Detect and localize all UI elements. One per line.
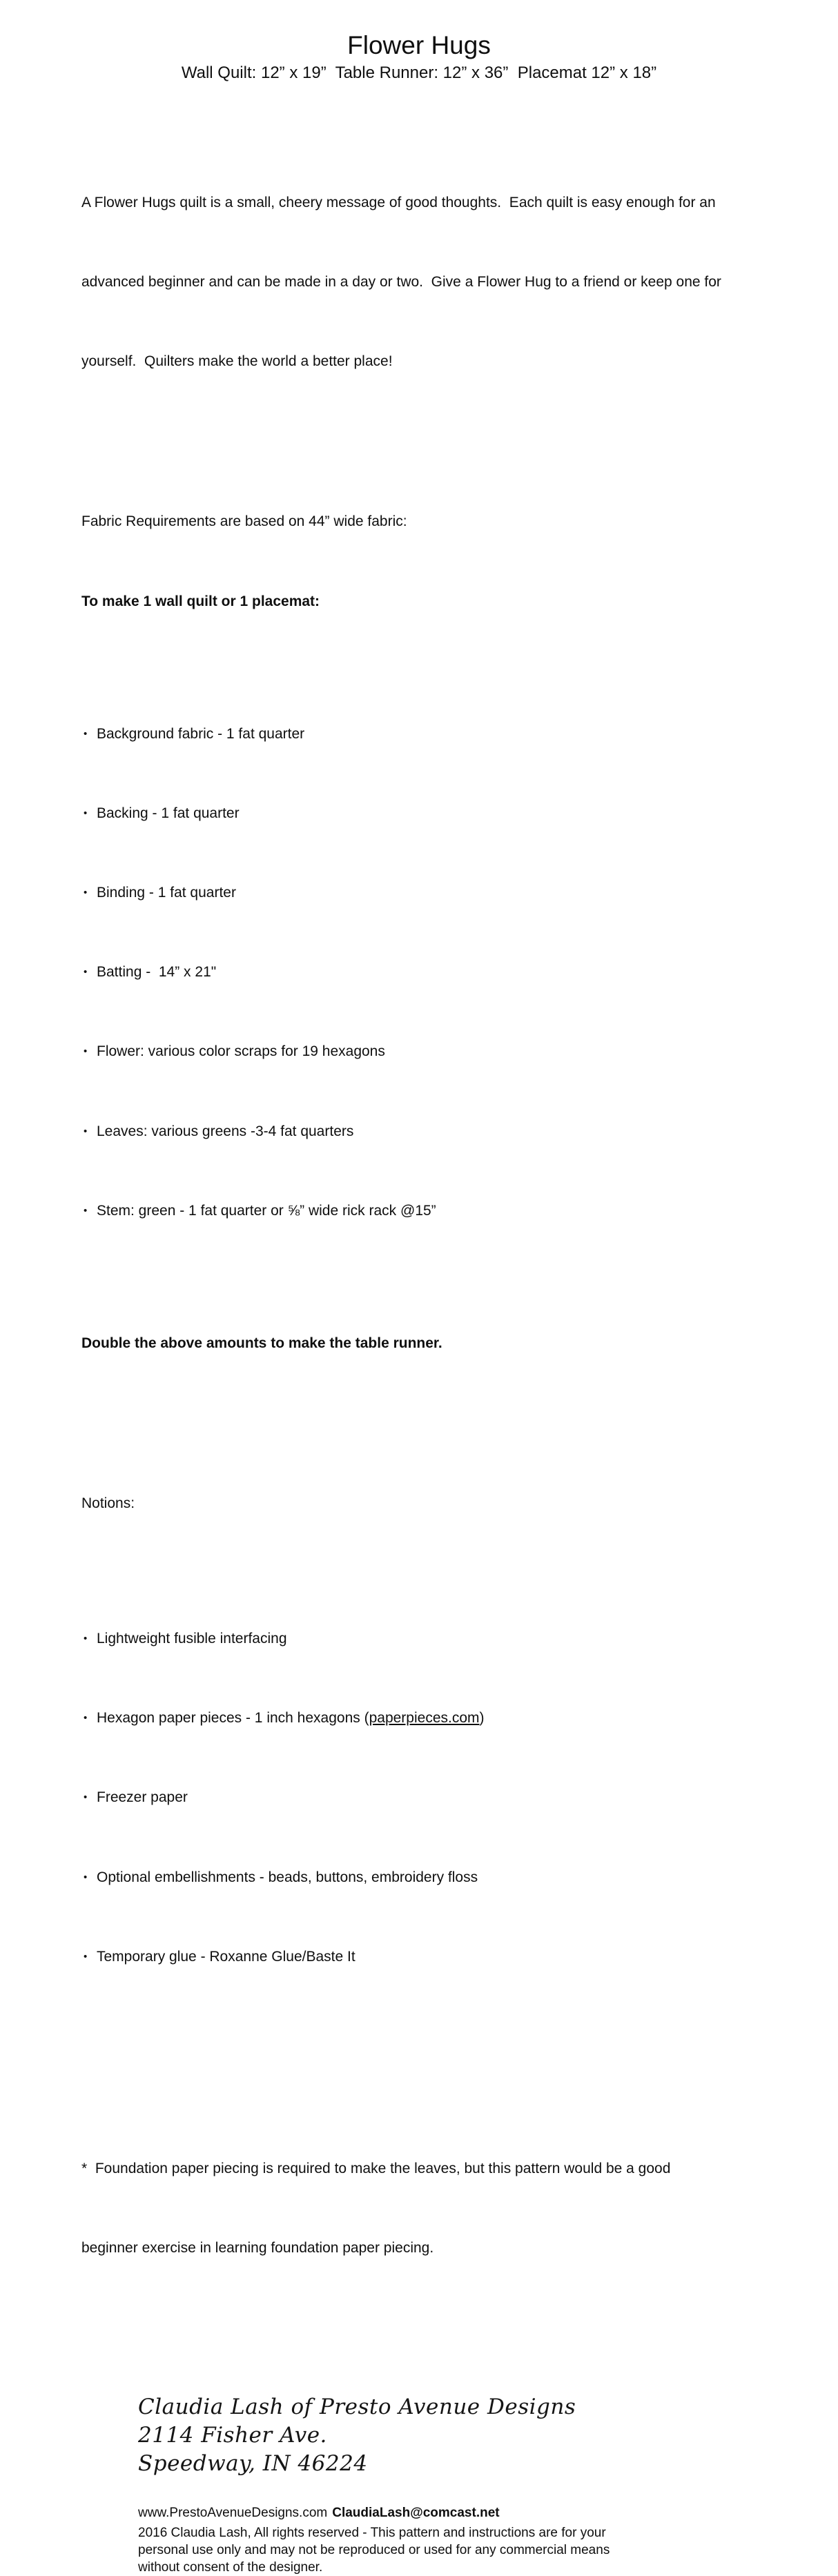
table-runner-note: Double the above amounts to make the table runner. xyxy=(81,1335,442,1351)
website-text: www.PrestoAvenueDesigns.com xyxy=(138,2506,328,2521)
list-item-binding: • Binding - 1 fat quarter xyxy=(81,880,786,906)
intro-paragraph xyxy=(81,137,786,428)
foundation-piecing-footnote xyxy=(81,2103,786,2314)
fabric-list xyxy=(81,668,786,1277)
notions-heading: Notions: xyxy=(81,1495,135,1511)
page-title: Flower Hugs xyxy=(347,31,491,59)
fabric-requirements-heading: To make 1 wall quilt or 1 placemat: xyxy=(81,593,320,609)
list-item-leaves: • Leaves: various greens -3-4 fat quarters xyxy=(81,1119,786,1145)
list-item-glue: • Temporary glue - Roxanne Glue/Baste It xyxy=(81,1944,786,1970)
list-item-batting: • Batting - 14” x 21" xyxy=(81,959,786,985)
list-item-backing: • Backing - 1 fat quarter xyxy=(81,800,786,827)
contact-line xyxy=(138,2504,838,2521)
notions-list xyxy=(81,1573,786,2023)
hexagon-item-text: Hexagon paper pieces - 1 inch hexagons ( xyxy=(97,1710,369,1727)
copyright-text xyxy=(138,2524,663,2576)
list-item-hexagon-papers xyxy=(81,1705,786,1731)
intro-line-2: advanced beginner and can be made in a day or two. Give a Flower Hug to a friend or keep one for xyxy=(81,274,721,291)
list-item-stem: • Stem: green - 1 fat quarter or ⅝” wide rick rack @15” xyxy=(81,1198,786,1224)
copyright-line-3: without consent of the designer. xyxy=(138,2560,323,2575)
page-subtitle: Wall Quilt: 12” x 19” Table Runner: 12” x 36” Placemat 12” x 18” xyxy=(181,63,657,82)
footnote-line-1: * Foundation paper piecing is required to make the leaves, but this pattern would be a good xyxy=(81,2160,671,2176)
copyright-line-2: personal use only and may not be reproduced or used for any commercial means xyxy=(138,2543,610,2558)
fabric-requirements-section xyxy=(81,455,786,1410)
designer-name-line: Claudia Lash of Presto Avenue Designs xyxy=(138,2395,576,2420)
intro-line-3: yourself. Quilters make the world a better place! xyxy=(81,353,393,370)
list-item-flower: • Flower: various color scraps for 19 hexagons xyxy=(81,1039,786,1065)
list-item-background-fabric: • Background fabric - 1 fat quarter xyxy=(81,721,786,747)
document-header xyxy=(0,0,838,86)
email-text: ClaudiaLash@comcast.net xyxy=(332,2506,500,2521)
list-item-embellishments: • Optional embellishments - beads, buttons, embroidery floss xyxy=(81,1865,786,1891)
copyright-line-1: 2016 Claudia Lash, All rights reserved - This pattern and instructions are for your xyxy=(138,2526,606,2541)
designer-city-line: Speedway, IN 46224 xyxy=(138,2451,368,2477)
designer-street-line: 2114 Fisher Ave. xyxy=(138,2423,327,2448)
fabric-requirements-lead: Fabric Requirements are based on 44” wide fabric: xyxy=(81,513,407,530)
designer-address-block xyxy=(138,2393,838,2478)
paperpieces-link[interactable]: paperpieces.com xyxy=(369,1710,480,1727)
intro-line-1: A Flower Hugs quilt is a small, cheery message of good thoughts. Each quilt is easy enough for an xyxy=(81,194,716,210)
footnote-line-2: beginner exercise in learning foundation paper piecing. xyxy=(81,2239,434,2256)
list-item-interfacing: • Lightweight fusible interfacing xyxy=(81,1626,786,1652)
document-footer xyxy=(138,2504,838,2576)
hexagon-item-close: ) xyxy=(479,1710,485,1727)
list-item-freezer-paper: • Freezer paper xyxy=(81,1784,786,1811)
notions-section xyxy=(81,1437,786,2076)
document-body xyxy=(81,137,786,2314)
